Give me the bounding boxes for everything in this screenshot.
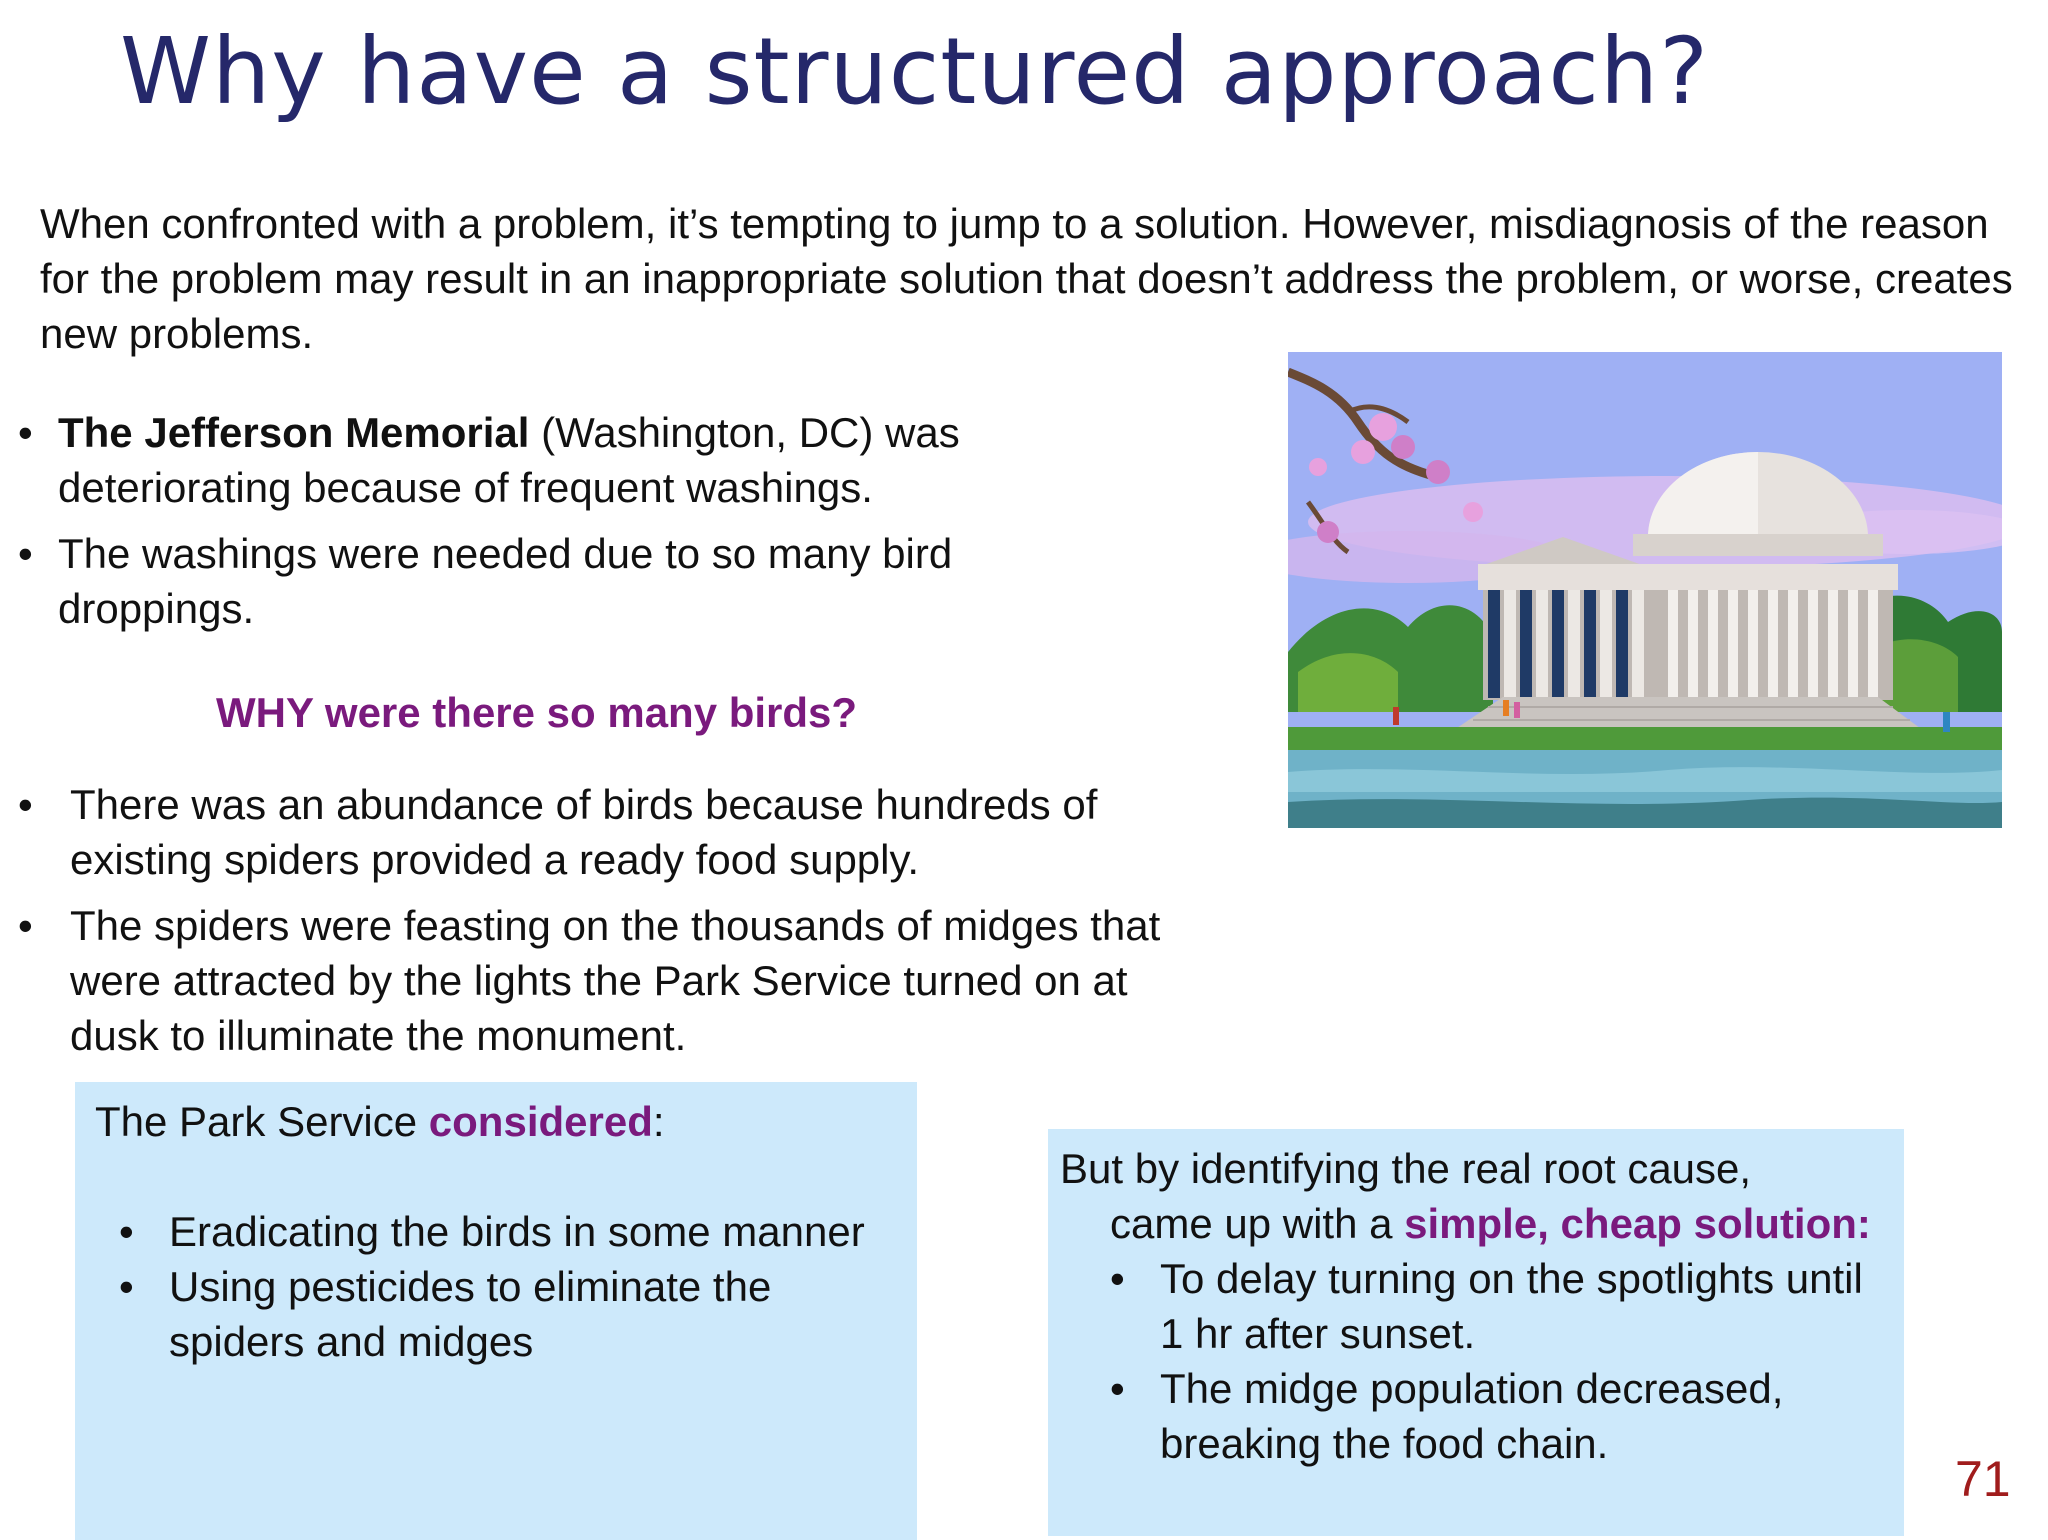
list-item <box>58 405 1118 515</box>
cherry-blossom <box>1351 440 1375 464</box>
box-heading <box>95 1094 917 1149</box>
cause-list <box>70 777 1190 1074</box>
column-shadow <box>1488 590 1500 698</box>
column-shadow <box>1616 590 1628 698</box>
column <box>1768 590 1778 698</box>
column-shadow <box>1520 590 1532 698</box>
list-item: • To delay turning on the spotlights until 1 hr after sunset. <box>1160 1251 1884 1361</box>
page-number: 71 <box>1955 1451 2011 1507</box>
column <box>1600 590 1612 698</box>
entablature <box>1478 564 1898 590</box>
list-item <box>58 526 1118 636</box>
column <box>1504 590 1516 698</box>
cherry-blossom <box>1426 460 1450 484</box>
considered-options-list <box>95 1204 917 1369</box>
list-item: • There was an abundance of birds because hundreds of existing spiders provided a ready food supply. <box>70 777 1190 887</box>
cherry-blossom <box>1309 458 1327 476</box>
memorial-name: The Jefferson Memorial <box>58 409 530 456</box>
column <box>1848 590 1858 698</box>
column <box>1788 590 1798 698</box>
column <box>1728 590 1738 698</box>
column <box>1828 590 1838 698</box>
cherry-blossom <box>1463 502 1483 522</box>
cherry-blossom <box>1369 413 1397 441</box>
list-item: • Eradicating the birds in some manner <box>169 1204 917 1259</box>
column <box>1536 590 1548 698</box>
column <box>1668 590 1678 698</box>
visitor-figure <box>1943 712 1950 732</box>
list-item: • The spiders were feasting on the thousands of midges that were attracted by the lights the Park Service turned on at dusk to illuminate the monument. <box>70 898 1190 1063</box>
column <box>1568 590 1580 698</box>
jefferson-memorial-illustration <box>1288 352 2002 828</box>
considered-options-box <box>75 1082 917 1540</box>
subheading-emphasis: simple, cheap solution: <box>1404 1200 1871 1247</box>
list-item-text: (Washington, DC) was deteriorating because of frequent washings. <box>58 409 960 511</box>
subheading-text: came up with a <box>1110 1200 1405 1247</box>
column <box>1708 590 1718 698</box>
dome-drum <box>1633 534 1883 556</box>
visitor-figure <box>1393 707 1399 725</box>
cherry-blossom <box>1317 521 1339 543</box>
list-item: • Using pesticides to eliminate the spiders and midges <box>169 1259 917 1369</box>
visitor-figure <box>1503 700 1509 716</box>
intro-paragraph: When confronted with a problem, it’s tempting to jump to a solution. However, misdiagnosis of the reason for the problem may result in an inappropriate solution that doesn’t address the problem, or worse, creates new problems. <box>40 200 2013 357</box>
heading-suffix: : <box>652 1098 665 1145</box>
column <box>1688 590 1698 698</box>
column <box>1868 590 1878 698</box>
column <box>1808 590 1818 698</box>
root-cause-solution-box <box>1048 1129 1904 1536</box>
solution-list <box>1110 1251 1884 1471</box>
memorial-facts-list <box>58 405 1118 647</box>
heading-text: The Park Service <box>95 1098 429 1145</box>
why-question: WHY were there so many birds? <box>216 689 858 736</box>
column <box>1632 590 1644 698</box>
box-subheading <box>1110 1196 1884 1251</box>
column <box>1748 590 1758 698</box>
visitor-figure <box>1514 702 1520 718</box>
slide-title: Why have a structured approach? <box>120 18 1710 125</box>
column-shadow <box>1552 590 1564 698</box>
cherry-blossom <box>1391 435 1415 459</box>
list-item: • The midge population decreased, breaking the food chain. <box>1160 1361 1884 1471</box>
heading-emphasis: considered <box>428 1098 653 1145</box>
column-shadow <box>1584 590 1596 698</box>
box-heading: But by identifying the real root cause, <box>1060 1145 1752 1192</box>
list-item-text: The washings were needed due to so many bird droppings. <box>58 530 953 632</box>
